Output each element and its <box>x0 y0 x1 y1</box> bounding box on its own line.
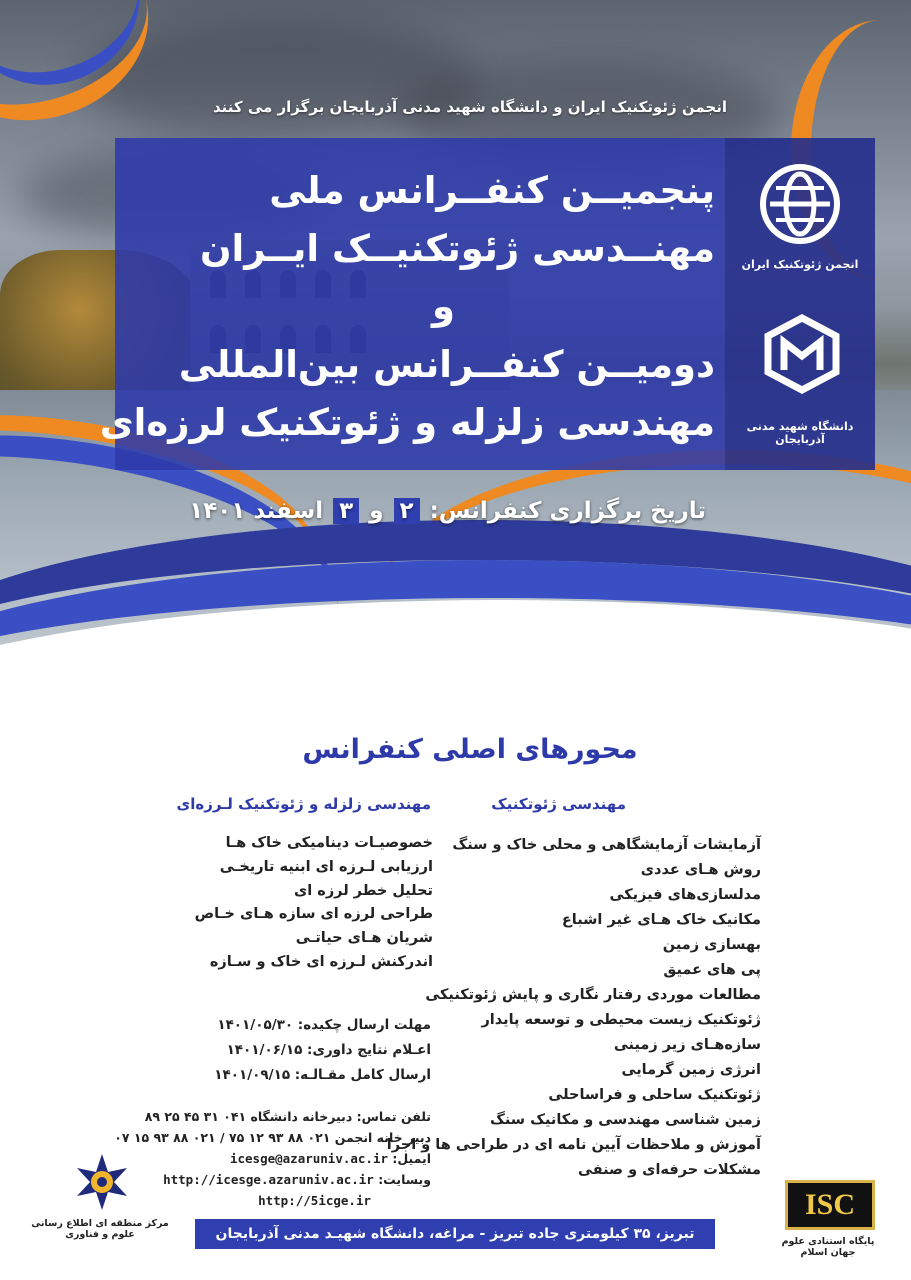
date-suffix: اسفند ۱۴۰۱ <box>189 498 324 524</box>
list-item: سازه‌هـای زیر زمینی <box>613 1037 761 1053</box>
list-item: ژئوتکنیک زیست محیطی و توسعه پایدار <box>481 1012 761 1028</box>
list-item: ارزیابی لـرزه ای ابنیه تاریخـی <box>219 858 433 875</box>
list-item: شریان هـای حیاتـی <box>295 930 433 947</box>
email-link[interactable]: icesge@azaruniv.ac.ir <box>229 1151 389 1166</box>
list-item: مکانیک خاک هـای غیر اشباع <box>561 912 761 928</box>
geotech-heading: مهندسی ژئوتکنیک <box>491 795 626 813</box>
website-link[interactable]: http://icesge.azaruniv.ac.ir <box>163 1172 374 1187</box>
website-link[interactable]: http://5icge.ir <box>258 1193 371 1208</box>
globe-logo-icon <box>760 164 840 244</box>
email-label: ایمیل: <box>392 1151 431 1166</box>
contact-info <box>114 1106 431 1211</box>
logo-caption: پایگاه استنادی علوم جهان اسلام <box>781 1236 875 1258</box>
list-item: طراحی لرزه ای سازه هـای خـاص <box>194 906 433 923</box>
list-item: مطالعات موردی رفتار نگاری و پایش ژئوتکنیکی <box>425 987 761 1003</box>
star-logo-icon <box>72 1152 132 1212</box>
list-item: آزمایشات آزمایشگاهی و محلی خاک و سنگ <box>452 837 761 853</box>
date-and: و <box>369 498 384 524</box>
quake-topics-list <box>195 832 433 975</box>
university-logo-icon <box>762 314 842 394</box>
conference-date <box>189 498 706 524</box>
phone-line: دبیر خانه انجمن ۰۲۱ ۸۸ ۹۳ ۱۲ ۷۵ / ۰۲۱ ۸۸ ۹۳ ۱۵ ۰۷ <box>114 1130 431 1145</box>
conference-title <box>99 162 715 452</box>
deadline-item: ارسال کامل مقـالـه: ۱۴۰۱/۰۹/۱۵ <box>214 1067 431 1083</box>
logo-caption: مرکز منطقه ای اطلاع رسانی علوم و فناوری <box>31 1218 169 1240</box>
website-row <box>114 1169 431 1190</box>
list-item: بهسازی زمین <box>662 937 761 953</box>
title-line: مهندسی زلزله و ژئوتکنیک لرزه‌ای <box>99 401 715 444</box>
isc-logo: ISC <box>785 1180 875 1230</box>
logo-caption: دانشگاه شهید مدنی آذربایجان <box>746 420 854 446</box>
organizers-line: انجمن ژئوتکنیک ایران و دانشگاه شهید مدنی آذربایجان برگزار می کنند <box>212 98 728 116</box>
geotech-topics-list <box>387 833 761 1183</box>
title-line: مهنــدسی ژئوتکنیــک ایــران <box>199 227 715 270</box>
email-row <box>114 1148 431 1169</box>
website-row <box>114 1190 431 1211</box>
date-day: ۲ <box>394 498 420 524</box>
list-item: زمین شناسی مهندسی و مکانیک سنگ <box>490 1112 761 1128</box>
logo-caption: انجمن ژئوتکنیک ایران <box>741 258 859 271</box>
address-bar: تبریز، ۳۵ کیلومتری جاده تبریز - مراغه، دانشگاه شهیـد مدنی آذربایجان <box>195 1219 715 1249</box>
list-item: اندرکنش لـرزه ای خاک و سـازه <box>209 953 433 970</box>
deadlines-list <box>214 1013 431 1088</box>
quake-heading: مهندسی زلزله و ژئوتکنیک لـرزه‌ای <box>176 795 431 813</box>
deadline-item: مهلت ارسال چکیده: ۱۴۰۱/۰۵/۳۰ <box>217 1017 431 1033</box>
list-item: مدلسازی‌های فیزیکی <box>609 887 761 903</box>
title-panel <box>99 138 725 470</box>
website-label: وبسایت: <box>378 1172 431 1187</box>
title-line: پنجمیــن کنفــرانس ملی <box>269 169 715 212</box>
list-item: مشکلات حرفه‌ای و صنفی <box>578 1162 761 1178</box>
phone-line: تلفن تماس: دبیرخانه دانشگاه ۰۴۱ ۳۱ ۴۵ ۲۵ ۸۹ <box>144 1109 431 1124</box>
list-item: پی های عمیق <box>663 962 761 978</box>
title-line: و <box>432 285 455 328</box>
list-item: انرژی زمین گرمایی <box>621 1062 761 1078</box>
list-item: روش هـای عددی <box>640 862 761 878</box>
logo-panel <box>725 138 875 470</box>
title-line: دومیــن کنفــرانس بین‌المللی <box>178 343 715 386</box>
list-item: تحلیل خطر لرزه ای <box>293 882 433 899</box>
topics-title: محورهای اصلی کنفرانس <box>302 734 638 765</box>
list-item: ژئوتکنیک ساحلی و فراساحلی <box>548 1087 761 1103</box>
deadline-item: اعـلام نتایج داوری: ۱۴۰۱/۰۶/۱۵ <box>226 1042 431 1058</box>
date-day: ۳ <box>333 498 359 524</box>
list-item: خصوصیـات دینامیکی خاک هـا <box>225 835 433 851</box>
date-prefix: تاریخ برگزاری کنفرانس: <box>429 498 706 524</box>
list-item: آموزش و ملاحظات آیین نامه ای در طراحی ها و اجرا <box>386 1137 761 1153</box>
